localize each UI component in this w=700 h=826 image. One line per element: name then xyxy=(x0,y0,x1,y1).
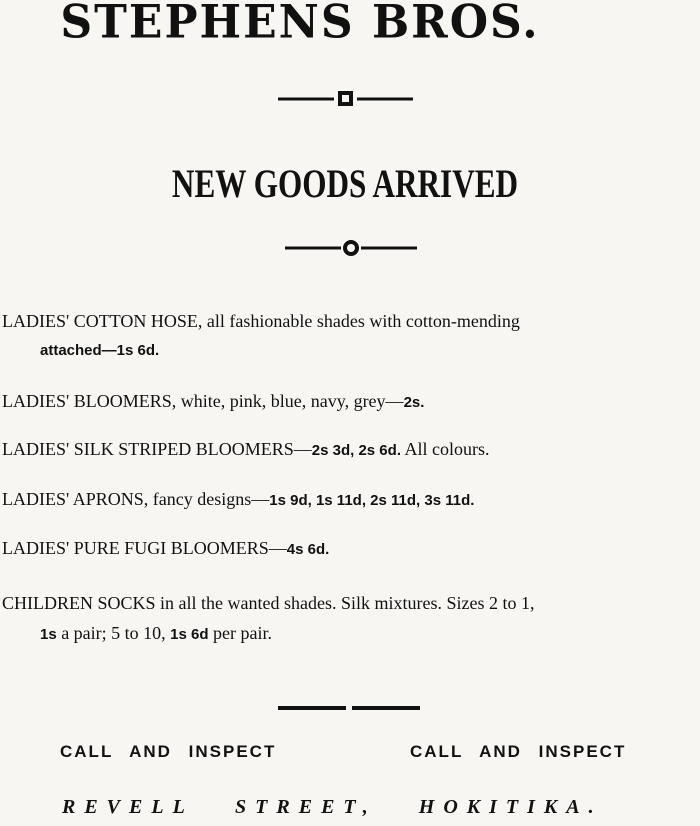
list-item xyxy=(2,306,700,366)
item-tail: All colours. xyxy=(400,439,490,459)
item-name: LADIES' BLOOMERS xyxy=(2,391,172,411)
item-price: 1s xyxy=(40,626,57,643)
item-name: LADIES' PURE FUGI BLOOMERS— xyxy=(2,538,287,558)
store-address: REVELL STREET, HOKITIKA. xyxy=(62,796,603,818)
list-item xyxy=(2,434,700,466)
divider-rule xyxy=(278,700,420,716)
item-continuation xyxy=(2,618,700,650)
store-title: STEPHENS BROS. xyxy=(60,0,540,50)
item-price: 1s 9d, 1s 11d, 2s 11d, 3s 11d. xyxy=(269,492,475,509)
headline: NEW GOODS ARRIVED xyxy=(171,161,519,206)
item-description: in all the wanted shades. Silk mixtures. Sizes 2 to 1, xyxy=(155,593,535,613)
item-text: a pair; 5 to 10, xyxy=(56,623,171,643)
call-to-action-right: CALL AND INSPECT xyxy=(410,742,627,761)
item-text: per pair. xyxy=(208,623,273,643)
ornament-divider-top xyxy=(278,88,413,110)
item-name: LADIES' SILK STRIPED BLOOMERS— xyxy=(2,439,312,459)
list-item xyxy=(2,484,700,516)
list-item xyxy=(2,533,700,565)
list-item xyxy=(2,386,700,418)
item-description: , all fashionable shades with cotton-mending xyxy=(197,311,520,331)
item-continuation: attached—1s 6d. xyxy=(40,342,160,359)
item-description: , fancy designs— xyxy=(143,489,270,509)
item-name: CHILDREN SOCKS xyxy=(2,593,156,613)
item-name: LADIES' COTTON HOSE xyxy=(2,311,198,331)
item-description: , white, pink, blue, navy, grey— xyxy=(171,391,404,411)
ornament-divider-middle xyxy=(285,237,417,259)
item-price: 2s. xyxy=(403,394,425,411)
item-price: 4s 6d. xyxy=(286,541,330,558)
list-item xyxy=(2,588,700,650)
item-price: 1s 6d xyxy=(170,626,209,643)
item-price: 2s 3d, 2s 6d. xyxy=(311,442,401,459)
call-to-action-left: CALL AND INSPECT xyxy=(60,742,277,761)
item-name: LADIES' APRONS xyxy=(2,489,144,509)
